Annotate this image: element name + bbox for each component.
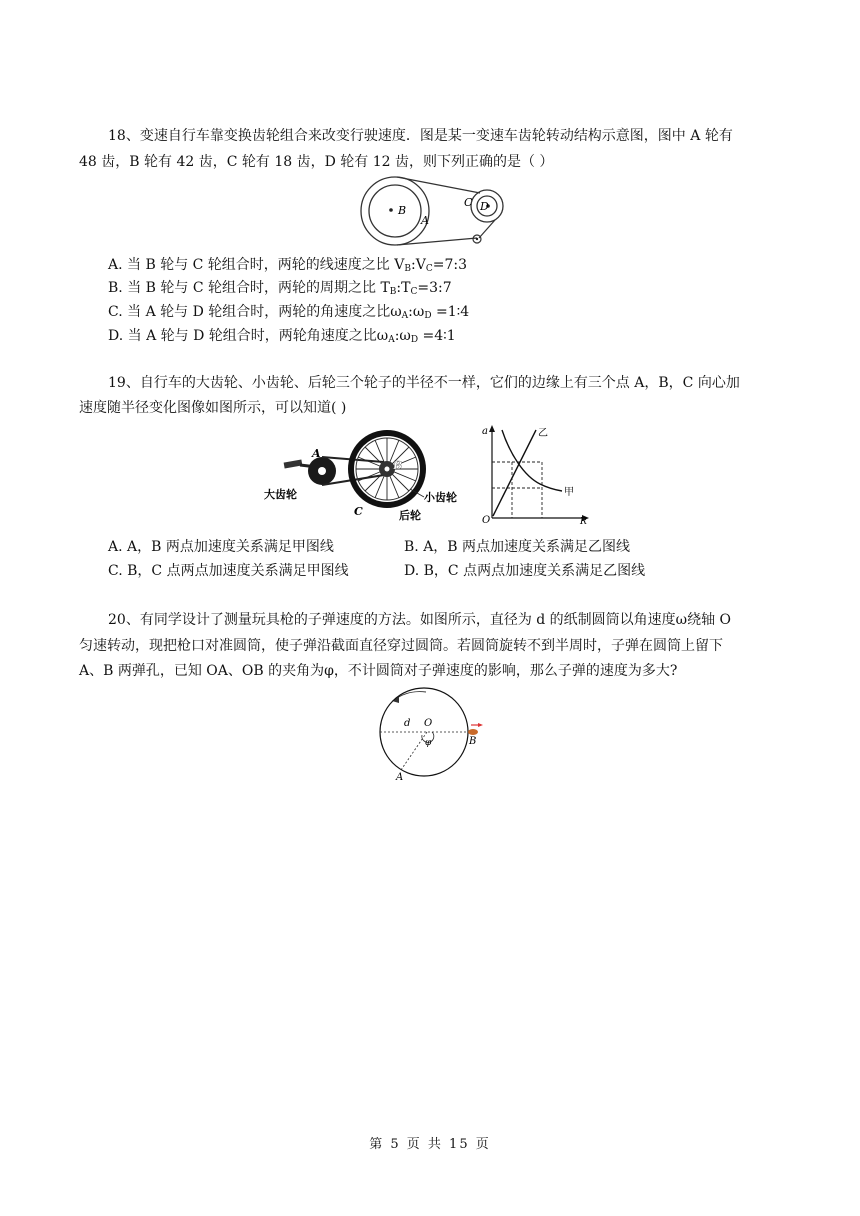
q19-option-c: C. B，C 点两点加速度关系满足甲图线 <box>108 563 349 579</box>
q20-text-line2: 匀速转动，现把枪口对准圆筒，使子弹沿截面直径穿过圆筒。若圆筒旋转不到半周时，子弹在圆筒上留下 <box>79 638 723 654</box>
q19-text-line2: 速度随半径变化图像如图所示，可以知道( ) <box>79 400 347 416</box>
label-b: B <box>393 459 403 472</box>
q18-option-c: C. 当 A 轮与 D 轮组合时，两轮的角速度之比$\omega_A:\omega_D$ =1∶4 <box>108 304 470 321</box>
gear-b-inner <box>369 185 421 237</box>
label-big-gear: 大齿轮 <box>264 488 297 501</box>
label-rear-wheel: 后轮 <box>399 509 421 522</box>
bullet <box>468 729 478 735</box>
origin-label: O <box>482 515 491 526</box>
q20-text-line1: 20、有同学设计了测量玩具枪的子弹速度的方法。如图所示，直径为 d 的纸制圆筒以角速度ω绕轴 O <box>108 612 732 628</box>
label-small-gear: 小齿轮 <box>424 491 457 504</box>
curve-yi <box>493 430 536 516</box>
q19-acceleration-graph <box>480 424 590 527</box>
label-d: D <box>480 200 489 213</box>
q20-text-line3: A、B 两弹孔，已知 OA、OB 的夹角为φ，不计圆筒对子弹速度的影响，那么子弹的速度为多大? <box>79 663 678 679</box>
chain-top <box>397 177 480 193</box>
label-a: A <box>312 447 321 460</box>
label-phi: φ <box>425 738 432 748</box>
label-b: B <box>469 736 477 747</box>
q18-option-d: D. 当 A 轮与 D 轮组合时，两轮角速度之比$\omega_A:\omega_D$ =4∶1 <box>108 328 456 345</box>
label-o: O <box>424 718 433 729</box>
gear-a-outer <box>361 177 429 245</box>
axis-label-y: a <box>482 426 488 437</box>
curve-label-jia: 甲 <box>564 487 574 498</box>
label-a: A <box>421 214 429 227</box>
axis-label-x: R <box>580 517 587 527</box>
q18-option-a: A. 当 B 轮与 C 轮组合时，两轮的线速度之比 $V_B:V_C=7:3$ <box>108 257 467 274</box>
gear-center-dot <box>389 208 393 212</box>
label-c: C <box>354 505 363 518</box>
q19-option-a: A. A，B 两点加速度关系满足甲图线 <box>108 539 334 555</box>
q18-text-line2: 48 齿，B 轮有 42 齿，C 轮有 18 齿，D 轮有 12 齿，则下列正确的是（ ） <box>79 154 554 170</box>
q19-option-d: D. B，C 点两点加速度关系满足乙图线 <box>404 563 646 579</box>
curve-label-yi: 乙 <box>538 428 548 439</box>
q19-bicycle-diagram <box>262 427 462 527</box>
q19-option-b: B. A，B 两点加速度关系满足乙图线 <box>404 539 631 555</box>
q18-text-line1: 18、变速自行车靠变换齿轮组合来改变行驶速度．图是某一变速车齿轮转动结构示意图，图中 A 轮有 <box>108 128 733 144</box>
q18-option-b: B. 当 B 轮与 C 轮组合时，两轮的周期之比 $T_B:T_C=3:7$ <box>108 280 452 297</box>
q20-cylinder-diagram <box>372 688 502 788</box>
tensioner-arm <box>479 220 495 238</box>
label-d: d <box>404 718 411 729</box>
label-c: C <box>464 196 473 209</box>
label-b: B <box>398 204 407 217</box>
q19-text-line1: 19、自行车的大齿轮、小齿轮、后轮三个轮子的半径不一样，它们的边缘上有三个点 A，B，C 向心加 <box>108 375 740 391</box>
page-footer: 第 5 页 共 15 页 <box>369 1137 491 1152</box>
q18-gear-diagram <box>355 176 515 248</box>
label-a: A <box>396 772 404 783</box>
